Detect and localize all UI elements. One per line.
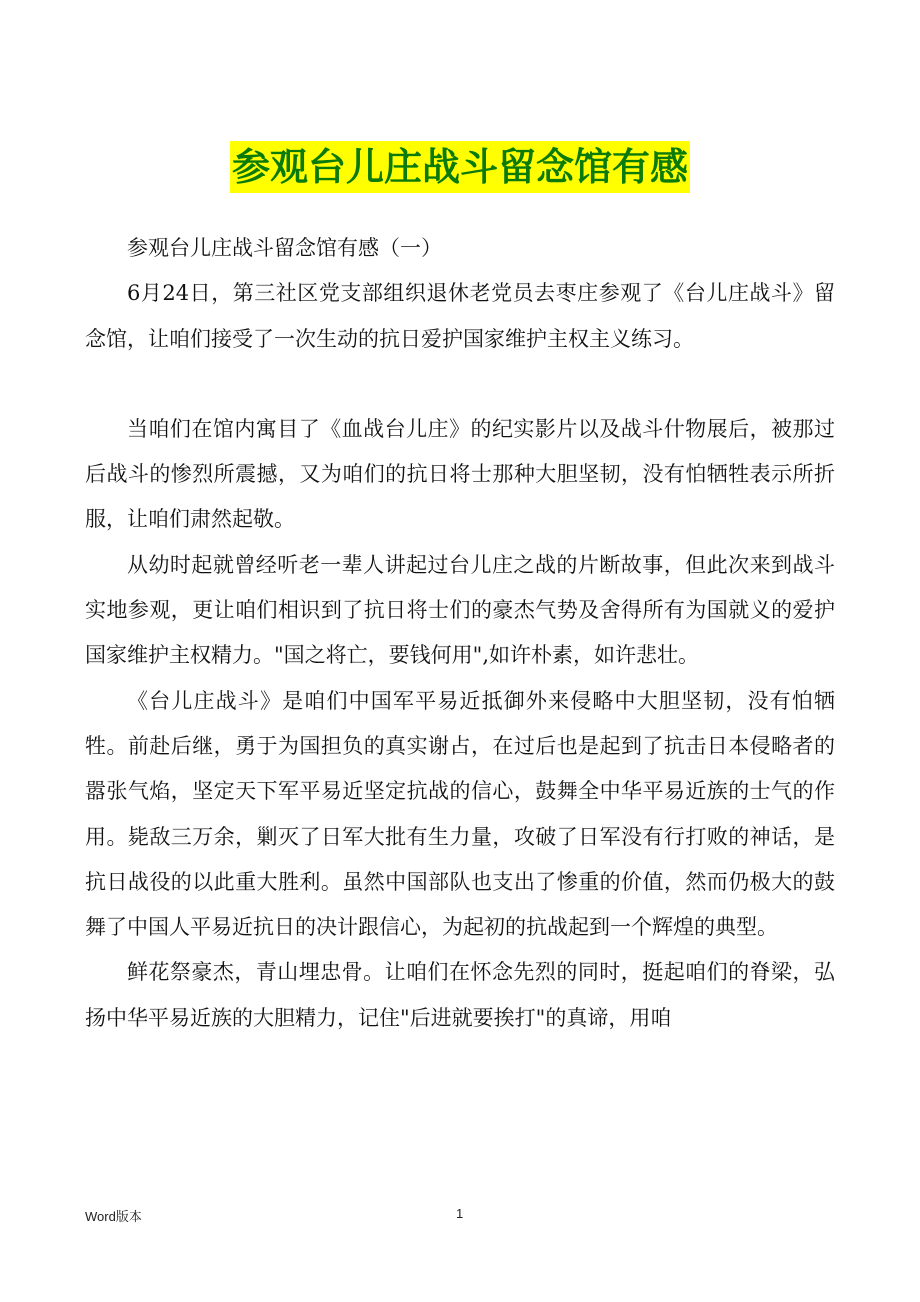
paragraph: 《台儿庄战斗》是咱们中国军平易近抵御外来侵略中大胆坚韧，没有怕牺牲。前赴后继，勇于为国担负的真实谢占，在过后也是起到了抗击日本侵略者的嚣张气焰，坚定天下军平易近坚定抗战的信心，鼓舞全中华平易近族的士气的作用。毙敌三万余，剿灭了日军大批有生力量，攻破了日军没有行打败的神话，是抗日战役的以此重大胜利。虽然中国部队也支出了惨重的价值，然而仍极大的鼓舞了中国人平易近抗日的决计跟信心，为起初的抗战起到一个辉煌的典型。 bbox=[85, 688, 835, 940]
document-title: 参观台儿庄战斗留念馆有感 bbox=[230, 141, 690, 193]
page-number: 1 bbox=[456, 1206, 464, 1221]
footer-label: Word版本 bbox=[85, 1209, 142, 1224]
title-wrapper bbox=[0, 141, 920, 193]
document-body bbox=[85, 226, 835, 1041]
paragraph: 当咱们在馆内寓目了《血战台儿庄》的纪实影片以及战斗什物展后，被那过后战斗的惨烈所震撼，又为咱们的抗日将士那种大胆坚韧，没有怕牺牲表示所折服，让咱们肃然起敬。 bbox=[85, 416, 835, 532]
paragraph: 6月24日，第三社区党支部组织退休老党员去枣庄参观了《台儿庄战斗》留念馆，让咱们接受了一次生动的抗日爱护国家维护主权主义练习。 bbox=[85, 281, 835, 351]
paragraph: 从幼时起就曾经听老一辈人讲起过台儿庄之战的片断故事，但此次来到战斗实地参观，更让咱们相识到了抗日将士们的豪杰气势及舍得所有为国就义的爱护国家维护主权精力。"国之将亡，要钱何用",如许朴素，如许悲壮。 bbox=[85, 552, 835, 668]
paragraph: 鲜花祭豪杰，青山埋忠骨。让咱们在怀念先烈的同时，挺起咱们的脊梁，弘扬中华平易近族的大胆精力，记住"后进就要挨打"的真谛，用咱 bbox=[85, 960, 835, 1030]
subtitle-paragraph: 参观台儿庄战斗留念馆有感（一） bbox=[127, 236, 442, 260]
